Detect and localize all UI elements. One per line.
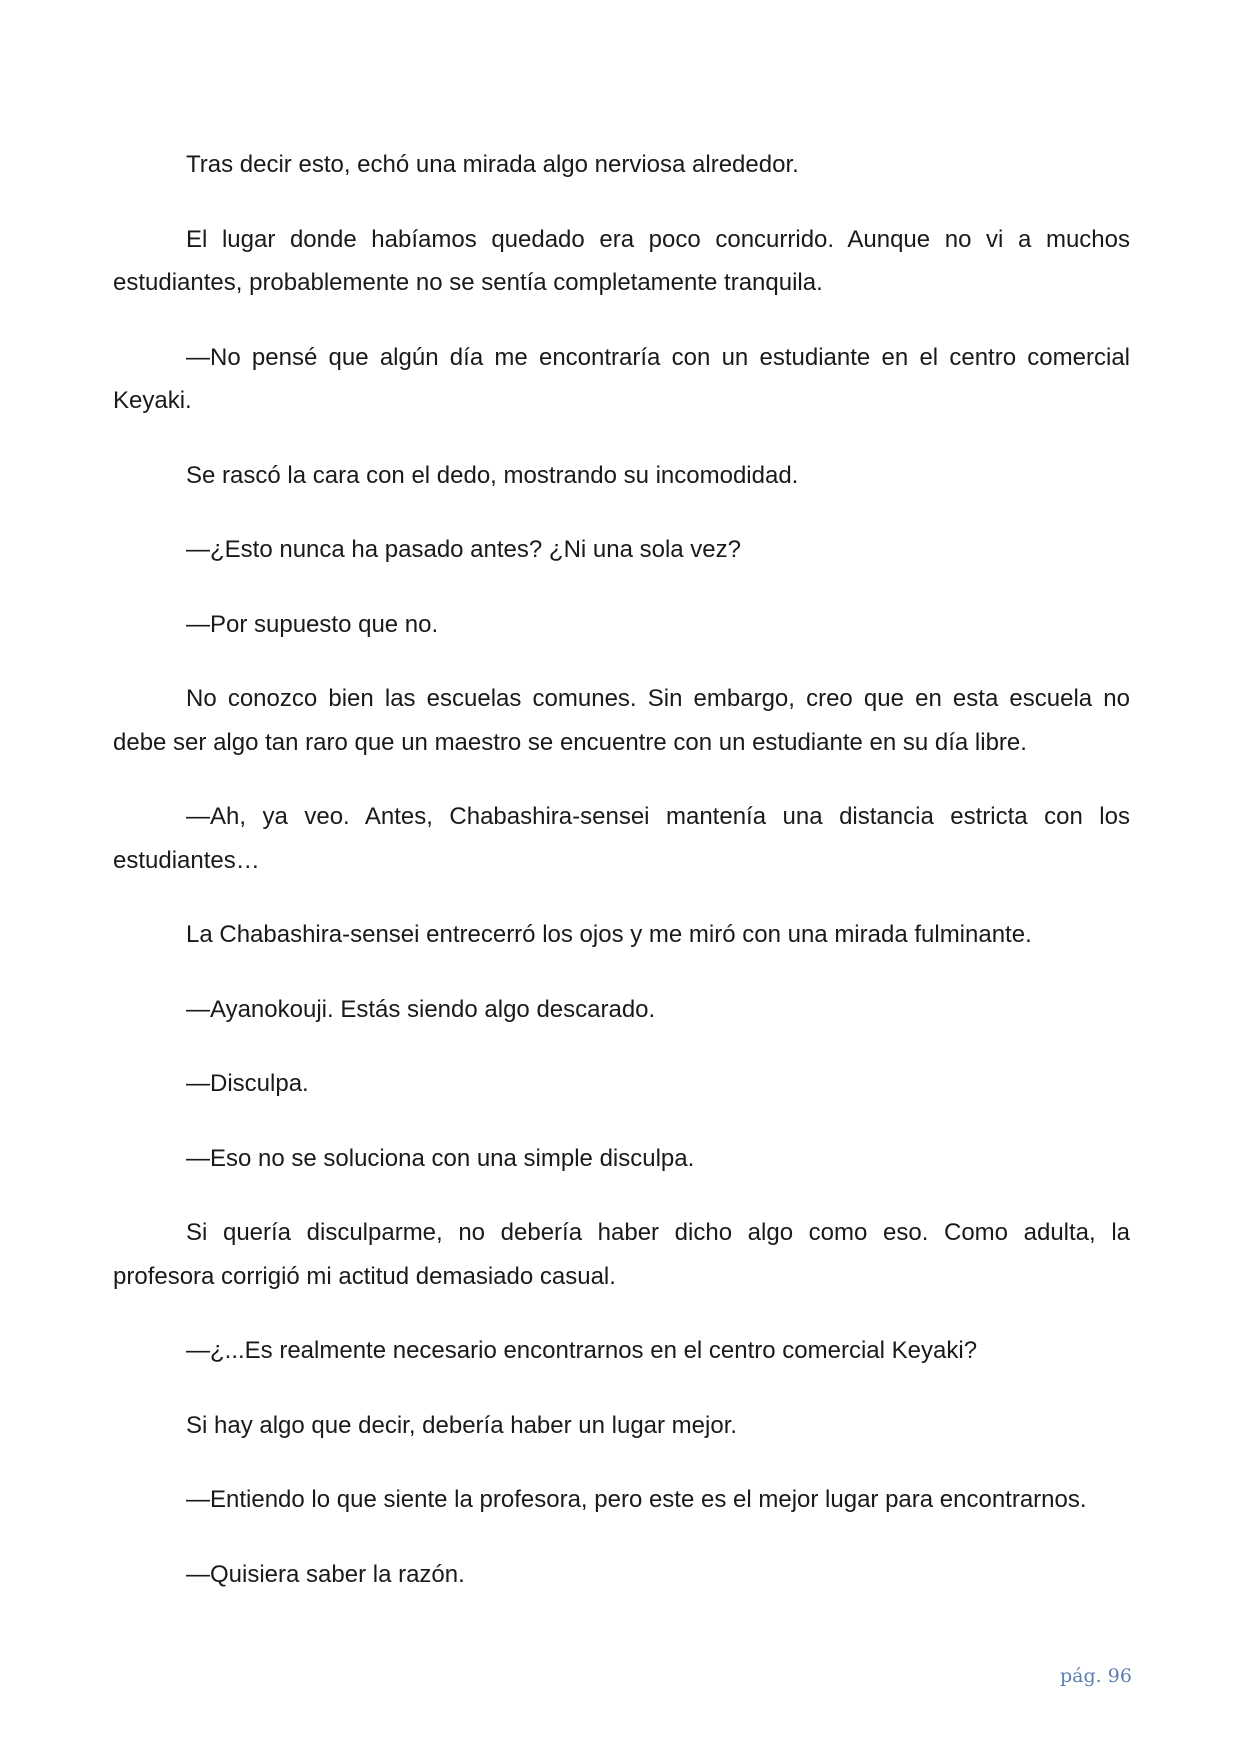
paragraph: —Disculpa. <box>186 1070 309 1097</box>
paragraph: —Quisiera saber la razón. <box>186 1560 465 1588</box>
page-number: pág. 96 <box>1060 1665 1132 1687</box>
paragraph: —Ayanokouji. Estás siendo algo descarado. <box>186 995 656 1023</box>
paragraph: Se rascó la cara con el dedo, mostrando su incomodidad. <box>186 461 799 489</box>
paragraph: —¿Esto nunca ha pasado antes? ¿Ni una sola vez? <box>186 536 741 563</box>
paragraph: —Entiendo lo que siente la profesora, pero este es el mejor lugar para encontrarnos. <box>186 1486 1087 1513</box>
paragraph: Tras decir esto, echó una mirada algo nerviosa alrededor. <box>186 151 799 178</box>
paragraph: —Eso no se soluciona con una simple disculpa. <box>186 1144 695 1172</box>
paragraph: —Ah, ya veo. Antes, Chabashira-sensei mantenía una distancia estricta con los estudiantes… <box>113 803 1130 874</box>
paragraph: —Por supuesto que no. <box>186 610 439 638</box>
paragraph: No conozco bien las escuelas comunes. Sin embargo, creo que en esta escuela no debe ser algo tan raro que un maestro se encuentre con un estudiante en su día libre. <box>113 685 1130 756</box>
paragraph: La Chabashira-sensei entrecerró los ojos y me miró con una mirada fulminante. <box>186 921 1032 948</box>
paragraph: Si hay algo que decir, debería haber un lugar mejor. <box>186 1411 738 1439</box>
paragraph: El lugar donde habíamos quedado era poco concurrido. Aunque no vi a muchos estudiantes, probablemente no se sentía completamente tranquila. <box>113 225 1130 296</box>
paragraph: —¿...Es realmente necesario encontrarnos en el centro comercial Keyaki? <box>186 1337 978 1364</box>
paragraph: Si quería disculparme, no debería haber dicho algo como eso. Como adulta, la profesora corrigió mi actitud demasiado casual. <box>113 1219 1130 1290</box>
body-text <box>113 143 1130 1627</box>
paragraph: —No pensé que algún día me encontraría con un estudiante en el centro comercial Keyaki. <box>113 343 1130 414</box>
